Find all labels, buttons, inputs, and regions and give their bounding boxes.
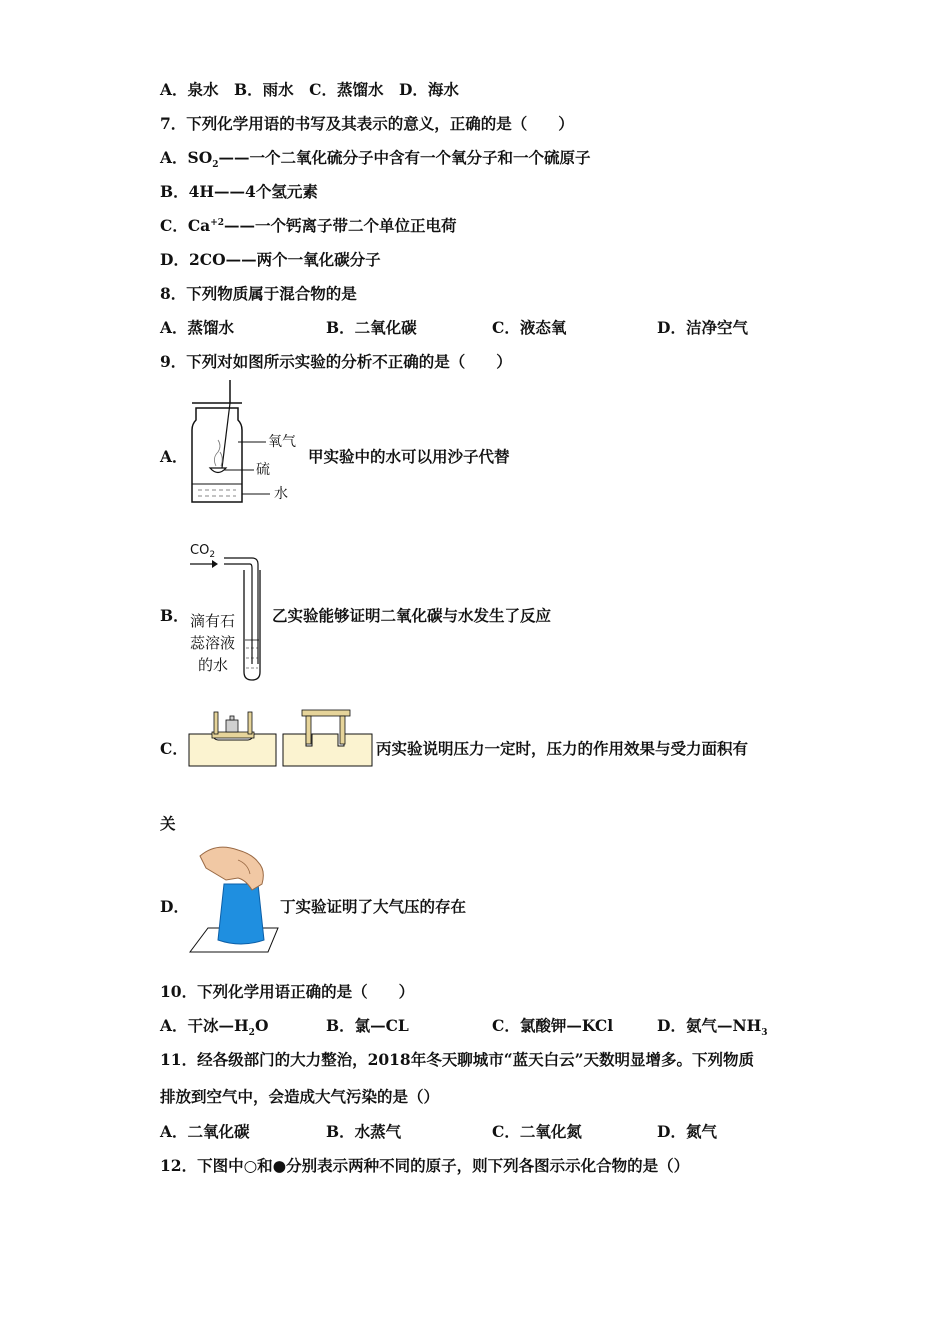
q8-options [160, 316, 800, 336]
table-top-2 [302, 710, 350, 716]
q7-c-text: ——一个钙离子带二个单位正电荷 [224, 216, 457, 235]
q7-a-subscript: 2 [212, 160, 219, 171]
q7-a-formula: A．SO [160, 148, 213, 167]
q9-a-label: A． [160, 447, 188, 466]
arrow-icon [212, 560, 218, 568]
q11-stem-line2: 排放到空气中，会造成大气污染的是（） [160, 1087, 440, 1106]
q10-options [160, 1014, 800, 1039]
q11-option-d: D．氮气 [657, 1122, 717, 1141]
flame-wisp-2 [220, 452, 222, 466]
q8-stem: 8．下列物质属于混合物的是 [160, 284, 357, 303]
q8-option-d: D．洁净空气 [657, 318, 748, 337]
q9-c-label: C． [160, 739, 188, 758]
q11-option-b: B．水蒸气 [326, 1122, 402, 1141]
q10-option-b: B．氯—CL [326, 1016, 409, 1035]
q10-stem: 10．下列化学用语正确的是（ ） [160, 982, 415, 1001]
label-litmus-2: 蕊溶液 [190, 634, 236, 652]
spoon-rod [222, 403, 230, 468]
pressure-sand-figure [188, 706, 374, 768]
q9-a-text: 甲实验中的水可以用沙子代替 [308, 447, 510, 466]
label-oxygen: 氧气 [268, 434, 296, 450]
q11-option-c: C．二氧化氮 [492, 1122, 582, 1141]
combustion-spoon [210, 468, 226, 473]
flame-wisp [214, 440, 220, 466]
q7-option-b: B．4H——4个氢元素 [160, 182, 318, 201]
label-sulfur: 硫 [256, 462, 270, 478]
label-litmus-1: 滴有石 [190, 612, 236, 630]
q9-d-label: D． [160, 897, 189, 916]
sand-box-1 [189, 734, 276, 766]
q6-options: A．泉水 B．雨水 C．蒸馏水 D．海水 [160, 80, 459, 99]
co2-litmus-tube-figure [186, 536, 272, 682]
q7-option-c [160, 214, 457, 236]
q10-option-a: A．干冰$—H_2O$ [160, 1016, 269, 1039]
inverted-cup-figure [186, 840, 280, 954]
q7-c-formula: C．Ca [160, 216, 211, 235]
table-leg-2b [340, 716, 345, 744]
weight-knob [230, 716, 234, 720]
table-leg-2a [306, 716, 311, 744]
q8-option-a: A．蒸馏水 [160, 318, 235, 337]
water-cup [218, 884, 264, 944]
q7-stem: 7．下列化学用语的书写及其表示的意义，正确的是（ ） [160, 114, 574, 133]
q7-a-text: ——一个二氧化硫分子中含有一个氧分子和一个硫原子 [218, 148, 591, 167]
sand-box-2 [283, 734, 372, 766]
q9-c-text-cont: 关 [160, 814, 176, 833]
q9-d-text: 丁实验证明了大气压的存在 [280, 897, 467, 916]
q7-option-d: D．2CO——两个一氧化碳分子 [160, 250, 381, 269]
q10-option-c: C．氯酸钾—KCl [492, 1016, 614, 1035]
q7-option-a [160, 146, 591, 170]
q7-c-superscript: +2 [210, 217, 225, 228]
q11-stem-line1: 11．经各级部门的大力整治，2018年冬天聊城市“蓝天白云”天数明显增多。下列物质 [160, 1050, 755, 1069]
sulfur-burning-in-oxygen-figure [186, 378, 308, 508]
q10-option-d: D．氨气$—NH_3$ [657, 1016, 768, 1039]
q11-options [160, 1120, 800, 1140]
q8-option-c: C．液态氧 [492, 318, 567, 337]
gas-jar [192, 408, 242, 502]
label-water: 水 [274, 486, 288, 502]
table-leg-1b [248, 712, 252, 734]
q9-b-label: B． [160, 606, 189, 625]
table-leg-1a [214, 712, 218, 734]
q8-option-b: B．二氧化碳 [326, 318, 417, 337]
label-litmus-3: 的水 [198, 656, 229, 674]
label-co2: $CO_2$ [190, 543, 216, 560]
q9-stem: 9．下列对如图所示实验的分析不正确的是（ ） [160, 352, 512, 371]
weight-icon [226, 720, 238, 732]
q9-c-text: 丙实验说明压力一定时，压力的作用效果与受力面积有 [376, 739, 749, 758]
q9-b-text: 乙实验能够证明二氧化碳与水发生了反应 [272, 606, 552, 625]
q12-stem: 12．下图中○和●分别表示两种不同的原子，则下列各图示示化合物的是（） [160, 1156, 690, 1175]
q11-option-a: A．二氧化碳 [160, 1122, 250, 1141]
